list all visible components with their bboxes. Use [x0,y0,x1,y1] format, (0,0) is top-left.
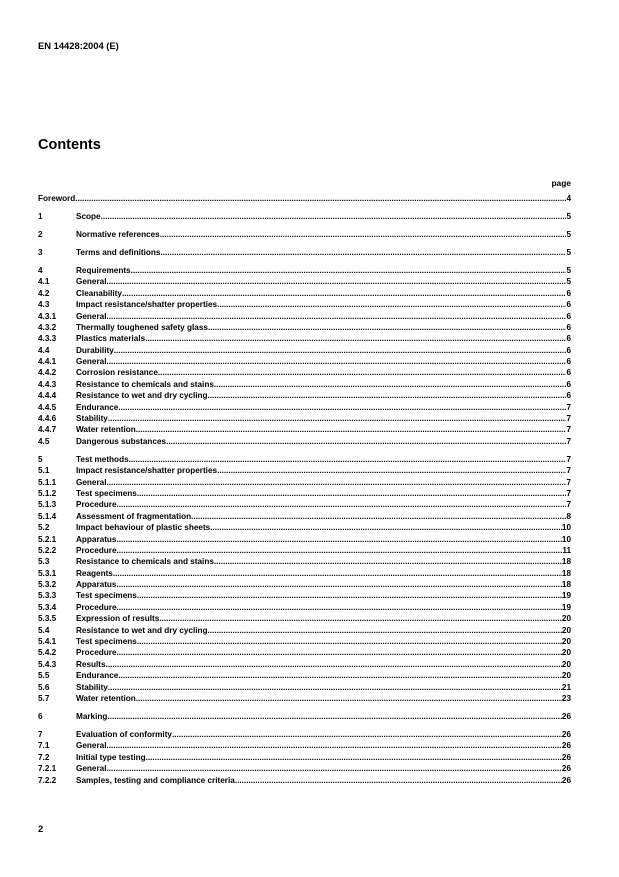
toc-entry-number: 4.4.6 [38,414,57,424]
toc-entry[interactable] [38,333,571,344]
toc-entry[interactable] [38,763,571,774]
toc-dot-leader [137,636,562,647]
toc-entry-number: 5.2.2 [38,545,57,555]
toc-entry-number: 4 [38,265,43,275]
toc-dot-leader [210,522,562,533]
toc-entry-title: Apparatus [76,534,117,544]
toc-entry-page: 11 [562,545,571,555]
toc-entry[interactable] [38,247,571,258]
toc-entry-title: Test specimens [76,591,137,601]
toc-entry-page: 6 [566,322,571,332]
toc-dot-leader [217,465,566,476]
toc-entry-title: Test specimens [76,488,137,498]
toc-entry[interactable] [38,613,571,624]
toc-entry[interactable] [38,522,571,533]
toc-dot-leader [108,682,562,693]
toc-dot-leader [117,647,562,658]
toc-entry[interactable] [38,356,571,367]
toc-entry-number: 5.1.1 [38,477,57,487]
toc-dot-leader [118,402,566,413]
toc-dot-leader [107,763,562,774]
toc-entry-number: 7.2.1 [38,764,57,774]
toc-dot-leader [214,379,567,390]
toc-entry[interactable] [38,711,571,722]
toc-entry-number: 7.1 [38,741,50,751]
toc-entry-page: 26 [561,711,571,721]
toc-entry-title: Reagents [76,568,113,578]
toc-dot-leader [117,602,562,613]
toc-entry-page: 4 [566,194,571,203]
toc-entry[interactable] [38,499,571,510]
toc-dot-leader [146,752,562,763]
toc-entry[interactable] [38,556,571,567]
toc-entry[interactable] [38,367,571,378]
toc-entry[interactable] [38,534,571,545]
toc-entry[interactable] [38,229,571,240]
toc-dot-leader [136,693,562,704]
toc-entry-page: 19 [561,602,571,612]
toc-entry-page: 10 [561,534,571,544]
toc-entry[interactable] [38,545,571,556]
toc-entry-title: General [76,741,107,751]
toc-entry[interactable] [38,276,571,287]
toc-entry[interactable] [38,436,571,447]
toc-entry-number: 4.4.5 [38,402,57,412]
toc-entry-number: 5.1.2 [38,488,57,498]
toc-entry-page: 10 [561,523,571,533]
toc-entry-title: Resistance to wet and dry cycling [76,625,208,635]
toc-entry-number: 5.2.1 [38,534,57,544]
toc-dot-leader [166,436,566,447]
toc-entry-number: 4.4.1 [38,357,57,367]
toc-entry-title: Requirements [76,265,131,275]
toc-entry-number: 5.1 [38,466,50,476]
toc-entry-number: 5.4 [38,625,50,635]
toc-entry-page: 7 [566,488,571,498]
toc-entry-number: 4.4.7 [38,425,57,435]
toc-entry-page: 6 [566,368,571,378]
toc-entry-number: 4.3.2 [38,322,57,332]
toc-dot-leader [107,276,567,287]
toc-entry-number: 5.4.1 [38,637,57,647]
toc-entry-number: 5.7 [38,693,50,703]
toc-entry-page: 26 [561,752,571,762]
toc-entry[interactable] [38,682,571,693]
toc-entry-title: Procedure [76,602,117,612]
toc-entry-number: 5.5 [38,671,50,681]
toc-entry-title: Normative references [76,229,160,239]
toc-dot-leader [131,265,567,276]
toc-entry-number: 4.3.3 [38,334,57,344]
toc-dot-leader [114,345,567,356]
toc-entry-number: 5.2 [38,523,50,533]
toc-entry-page: 7 [566,436,571,446]
toc-dot-leader [108,413,567,424]
toc-entry[interactable] [38,693,571,704]
toc-entry[interactable] [38,647,571,658]
toc-entry[interactable] [38,288,571,299]
page-number: 2 [38,823,44,834]
toc-entry[interactable] [38,465,571,476]
toc-entry-page: 20 [561,659,571,669]
toc-entry-page: 7 [566,477,571,487]
toc-entry-page: 26 [561,729,571,739]
toc-entry-page: 20 [561,671,571,681]
toc-dot-leader [75,193,566,204]
toc-dot-leader [235,775,562,786]
toc-entry-page: 5 [566,211,571,221]
toc-entry-title: Impact behaviour of plastic sheets [76,523,211,533]
toc-entry-title: General [76,311,107,321]
toc-dot-leader [160,247,566,258]
toc-dot-leader [117,499,567,510]
toc-entry[interactable] [38,625,571,636]
toc-entry-title: Dangerous substances [76,436,167,446]
toc-entry-title: Water retention [76,693,136,703]
toc-entry-number: 5.3.3 [38,591,57,601]
toc-entry-page: 23 [561,693,571,703]
toc-entry[interactable] [38,488,571,499]
toc-entry-title: Endurance [76,402,119,412]
toc-entry-title: Assessment of fragmentation [76,511,192,521]
toc-entry-number: 3 [38,247,43,257]
toc-entry-title: Terms and definitions [76,247,161,257]
toc-entry-title: General [76,477,107,487]
page-title: Contents [38,137,101,153]
toc-entry-number: 5 [38,454,43,464]
toc-entry[interactable] [38,402,571,413]
toc-entry-number: 7.2.2 [38,775,57,785]
toc-entry-title: Resistance to chemicals and stains [76,379,214,389]
toc-dot-leader [145,333,566,344]
toc-entry-number: 7 [38,729,43,739]
toc-entry-page: 6 [566,379,571,389]
toc-entry-page: 26 [561,741,571,751]
toc-dot-leader [117,534,562,545]
toc-entry[interactable] [38,602,571,613]
toc-entry[interactable] [38,413,571,424]
toc-entry-page: 7 [566,466,571,476]
toc-entry-title: Foreword [38,194,76,203]
toc-entry[interactable] [38,193,571,204]
toc-entry-number: 4.1 [38,277,50,287]
toc-entry-number: 1 [38,211,43,221]
toc-entry-number: 4.5 [38,436,50,446]
toc-entry-title: General [76,277,107,287]
toc-entry-page: 5 [566,265,571,275]
toc-entry-number: 5.1.3 [38,500,57,510]
toc-entry-title: Initial type testing [76,752,146,762]
toc-entry-title: Water retention [76,425,136,435]
toc-entry-title: Expression of results [76,614,160,624]
toc-entry-page: 20 [561,637,571,647]
toc-entry[interactable] [38,740,571,751]
toc-dot-leader [118,670,562,681]
toc-entry[interactable] [38,379,571,390]
document-header: EN 14428:2004 (E) [38,40,119,51]
toc-entry[interactable] [38,670,571,681]
toc-entry-title: Procedure [76,500,117,510]
toc-entry-title: Samples, testing and compliance criteria [76,775,235,785]
toc-dot-leader [107,740,562,751]
toc-entry-page: 7 [566,402,571,412]
toc-entry-page: 6 [566,357,571,367]
toc-entry-number: 5.3.2 [38,580,57,590]
toc-dot-leader [191,511,566,522]
toc-dot-leader [107,477,567,488]
toc-entry-title: Impact resistance/shatter properties [76,300,218,310]
toc-entry-title: Procedure [76,545,117,555]
toc-entry-page: 6 [566,391,571,401]
toc-entry-page: 18 [561,580,571,590]
toc-entry[interactable] [38,390,571,401]
toc-entry-number: 5.4.2 [38,648,57,658]
toc-entry-title: Test methods [76,454,129,464]
toc-entry-page: 5 [566,229,571,239]
toc-entry[interactable] [38,729,571,740]
toc-entry-number: 5.1.4 [38,511,57,521]
toc-entry-page: 7 [566,414,571,424]
toc-entry-title: Endurance [76,671,119,681]
toc-entry-title: Evaluation of conformity [76,729,172,739]
toc-entry-number: 5.6 [38,682,50,692]
toc-entry-number: 5.3.4 [38,602,57,612]
toc-entry-page: 20 [561,648,571,658]
toc-dot-leader [208,625,562,636]
toc-entry-page: 6 [566,334,571,344]
toc-entry-title: Thermally toughened safety glass [76,322,208,332]
toc-entry[interactable] [38,568,571,579]
toc-dot-leader [107,311,567,322]
toc-entry[interactable] [38,636,571,647]
toc-entry[interactable] [38,579,571,590]
toc-entry-title: Results [76,659,106,669]
toc-dot-leader [107,356,567,367]
toc-entry-title: Stability [76,682,108,692]
toc-entry-number: 4.4.3 [38,379,57,389]
page-column-label: page [551,178,571,188]
toc-dot-leader [158,367,567,378]
toc-entry-number: 4.4.2 [38,368,57,378]
toc-entry-title: Plastics materials [76,334,146,344]
toc-entry-number: 5.4.3 [38,659,57,669]
toc-dot-leader [129,454,567,465]
toc-entry-page: 5 [566,247,571,257]
toc-dot-leader [137,488,567,499]
toc-entry-number: 4.4.4 [38,391,57,401]
toc-entry-title: General [76,764,107,774]
toc-entry-title: Cleanability [76,288,122,298]
toc-dot-leader [117,579,562,590]
table-of-contents [38,193,571,786]
toc-entry-number: 4.3 [38,300,50,310]
toc-dot-leader [122,288,566,299]
toc-entry[interactable] [38,424,571,435]
toc-entry-page: 6 [566,288,571,298]
toc-entry-page: 6 [566,300,571,310]
toc-entry-number: 4.3.1 [38,311,57,321]
toc-entry-number: 5.3.5 [38,614,57,624]
toc-dot-leader [136,424,567,435]
toc-entry-page: 20 [561,614,571,624]
toc-entry-title: Corrosion resistance [76,368,158,378]
toc-entry-page: 8 [566,511,571,521]
toc-entry[interactable] [38,752,571,763]
toc-entry-title: Apparatus [76,580,117,590]
toc-entry-number: 4.4 [38,345,50,355]
toc-dot-leader [208,390,567,401]
toc-entry-number: 6 [38,711,43,721]
toc-dot-leader [208,322,566,333]
toc-entry-page: 5 [566,277,571,287]
toc-entry[interactable] [38,659,571,670]
toc-dot-leader [214,556,562,567]
toc-entry[interactable] [38,477,571,488]
toc-entry-page: 20 [561,625,571,635]
toc-dot-leader [113,568,562,579]
toc-dot-leader [159,613,562,624]
toc-dot-leader [160,229,567,240]
toc-entry-page: 19 [561,591,571,601]
toc-entry[interactable] [38,211,571,222]
toc-entry-page: 6 [566,345,571,355]
toc-entry-title: Resistance to wet and dry cycling [76,391,208,401]
toc-entry-title: Test specimens [76,637,137,647]
toc-entry[interactable] [38,322,571,333]
toc-entry-title: Impact resistance/shatter properties [76,466,218,476]
toc-entry-page: 7 [566,500,571,510]
toc-dot-leader [107,711,561,722]
toc-entry-number: 7.2 [38,752,50,762]
toc-entry-page: 18 [561,568,571,578]
toc-entry-number: 5.3.1 [38,568,57,578]
toc-entry-number: 5.3 [38,557,50,567]
toc-entry-page: 26 [561,775,571,785]
toc-dot-leader [101,211,567,222]
toc-entry-title: Stability [76,414,108,424]
toc-entry-title: Procedure [76,648,117,658]
toc-entry-page: 26 [561,764,571,774]
toc-entry-page: 7 [566,454,571,464]
toc-entry-title: Resistance to chemicals and stains [76,557,214,567]
toc-dot-leader [172,729,562,740]
toc-entry[interactable] [38,299,571,310]
toc-entry-title: Scope [76,211,101,221]
toc-entry[interactable] [38,454,571,465]
toc-dot-leader [137,590,562,601]
toc-entry[interactable] [38,345,571,356]
toc-entry-title: Marking [76,711,108,721]
toc-entry-title: General [76,357,107,367]
toc-dot-leader [106,659,562,670]
toc-dot-leader [217,299,566,310]
toc-entry-page: 7 [566,425,571,435]
toc-entry[interactable] [38,775,571,786]
toc-dot-leader [117,545,563,556]
toc-entry[interactable] [38,511,571,522]
toc-entry-number: 2 [38,229,43,239]
toc-entry-title: Durability [76,345,114,355]
toc-entry[interactable] [38,265,571,276]
toc-entry[interactable] [38,590,571,601]
toc-entry-page: 18 [561,557,571,567]
toc-entry-number: 4.2 [38,288,50,298]
toc-entry-page: 21 [561,682,571,692]
toc-entry-page: 6 [566,311,571,321]
toc-entry[interactable] [38,311,571,322]
